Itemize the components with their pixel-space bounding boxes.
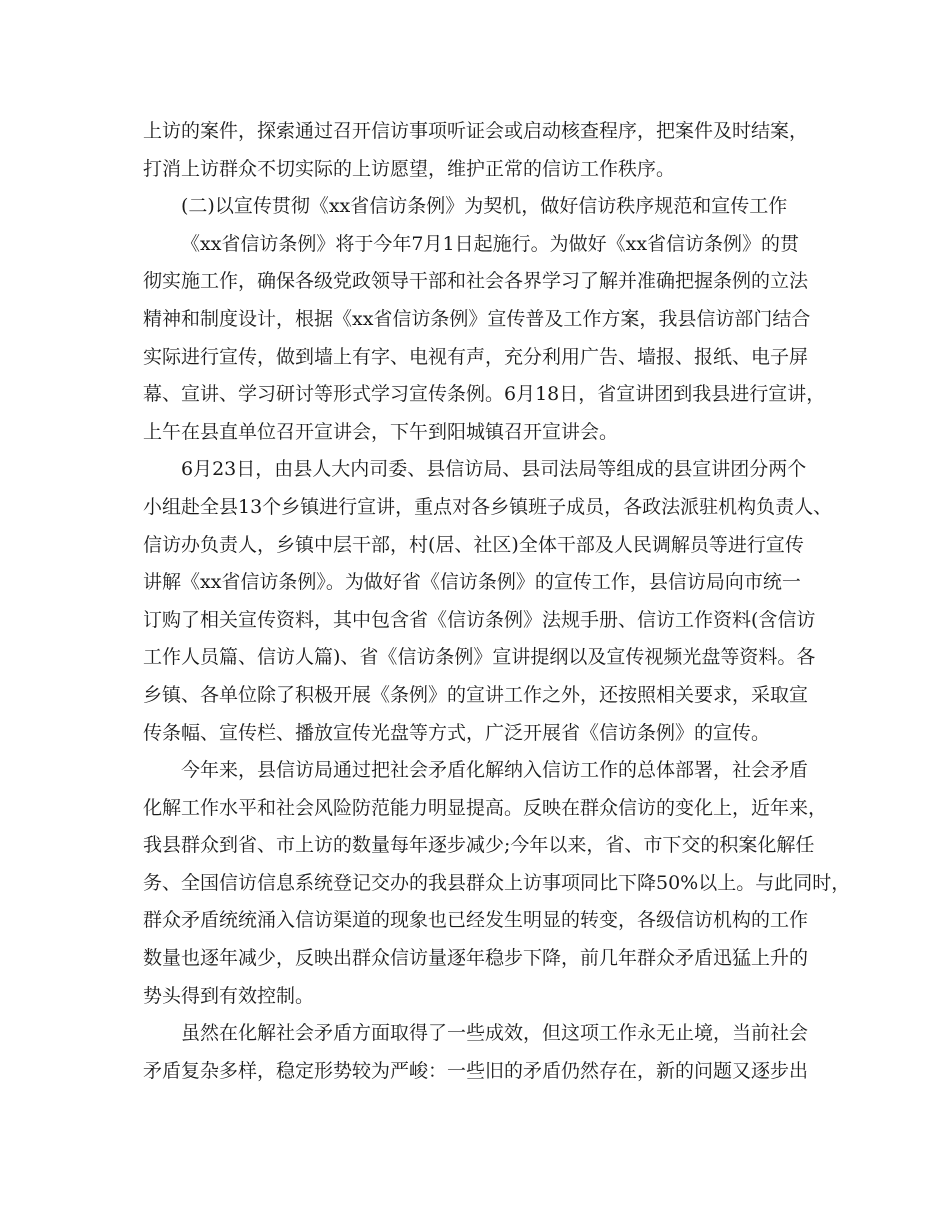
document-line: 讲解《xx省信访条例》。为做好省《信访条例》的宣传工作，县信访局向市统一	[143, 571, 801, 594]
document-line: 势头得到有效控制。	[143, 984, 315, 1007]
document-line: 虽然在化解社会矛盾方面取得了一些成效，但这项工作永无止境，当前社会	[181, 1022, 809, 1045]
document-line: 矛盾复杂多样，稳定形势较为严峻：一些旧的矛盾仍然存在，新的问题又逐步出	[143, 1059, 809, 1082]
document-line: 化解工作水平和社会风险防范能力明显提高。反映在群众信访的变化上，近年来，	[143, 796, 828, 819]
document-line: 工作人员篇、信访人篇)、省《信访条例》宣讲提纲以及宣传视频光盘等资料。各	[143, 646, 816, 669]
document-line: 数量也逐年减少，反映出群众信访量逐年稳步下降，前几年群众矛盾迅猛上升的	[143, 947, 809, 970]
document-line: 幕、宣讲、学习研讨等形式学习宣传条例。6月18日，省宣讲团到我县进行宣讲，	[143, 383, 826, 406]
document-line: 上午在县直单位召开宣讲会，下午到阳城镇召开宣讲会。	[143, 420, 619, 443]
document-line: 实际进行宣传，做到墙上有字、电视有声，充分利用广告、墙报、报纸、电子屏	[143, 345, 809, 368]
document-line: 信访办负责人，乡镇中层干部，村(居、社区)全体干部及人民调解员等进行宣传	[143, 533, 804, 556]
document-line: 彻实施工作，确保各级党政领导干部和社会各界学习了解并准确把握条例的立法	[143, 270, 809, 293]
document-line: 务、全国信访信息系统登记交办的我县群众上访事项同比下降50%以上。与此同时，	[143, 871, 851, 894]
document-line: 群众矛盾统统涌入信访渠道的现象也已经发生明显的转变，各级信访机构的工作	[143, 909, 809, 932]
document-line: 订购了相关宣传资料，其中包含省《信访条例》法规手册、信访工作资料(含信访	[143, 608, 816, 631]
document-line: 小组赴全县13个乡镇进行宣讲，重点对各乡镇班子成员，各政法派驻机构负责人、	[143, 495, 833, 518]
document-line: (二)以宣传贯彻《xx省信访条例》为契机，做好信访秩序规范和宣传工作	[181, 195, 788, 218]
document-line: 打消上访群众不切实际的上访愿望，维护正常的信访工作秩序。	[143, 157, 676, 180]
document-line: 《xx省信访条例》将于今年7月1日起施行。为做好《xx省信访条例》的贯	[181, 232, 800, 255]
document-line: 传条幅、宣传栏、播放宣传光盘等方式，广泛开展省《信访条例》的宣传。	[143, 721, 771, 744]
document-line: 上访的案件，探索通过召开信访事项听证会或启动核查程序，把案件及时结案，	[143, 120, 809, 142]
document-line: 精神和制度设计，根据《xx省信访条例》宣传普及工作方案，我县信访部门结合	[143, 307, 811, 330]
document-line: 今年来，县信访局通过把社会矛盾化解纳入信访工作的总体部署，社会矛盾	[181, 759, 809, 782]
document-line: 乡镇、各单位除了积极开展《条例》的宣讲工作之外，还按照相关要求，采取宣	[143, 683, 809, 706]
document-line: 6月23日，由县人大内司委、县信访局、县司法局等组成的县宣讲团分两个	[181, 458, 807, 481]
document-body	[143, 113, 851, 1090]
document-line: 我县群众到省、市上访的数量每年逐步减少;今年以来，省、市下交的积案化解任	[143, 834, 815, 857]
